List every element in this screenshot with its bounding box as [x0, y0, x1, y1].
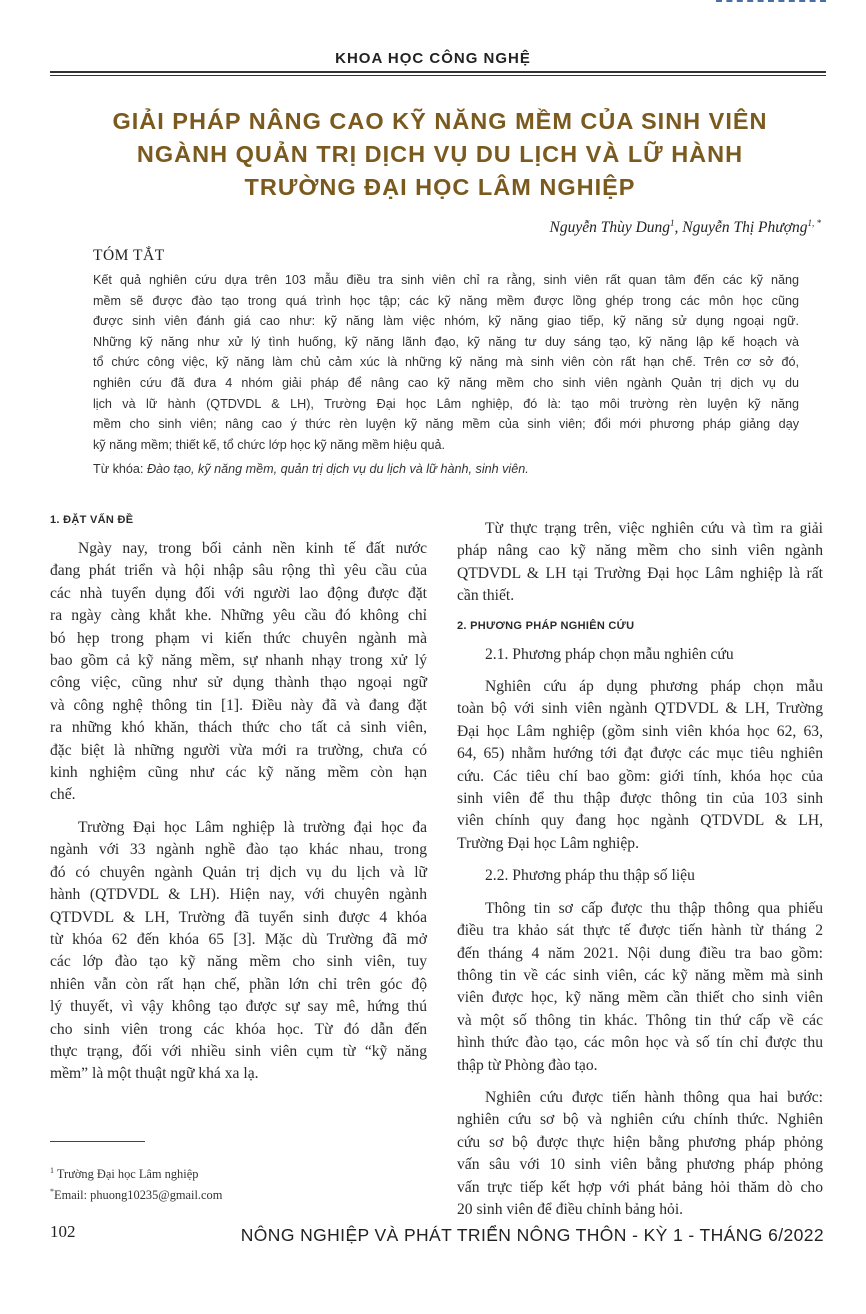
text-line: nhiên vẫn còn rất hạn chế, phần lớn chỉ trên góc độ [50, 975, 427, 993]
text-line: QTDVDL & LH, Trường đã tuyển sinh được 4 khóa [50, 908, 427, 926]
text-line: sinh viên để thu thập được thông tin của 103 sinh [457, 790, 823, 808]
text-line: ngành với 33 ngành nghề đào tạo khác nhau, trong [50, 841, 427, 859]
abstract-body [93, 270, 799, 455]
right-column [457, 518, 823, 1221]
title-line: NGÀNH QUẢN TRỊ DỊCH VỤ DU LỊCH VÀ LỮ HÀNH [136, 141, 744, 167]
author-affiliation: 1, * [807, 218, 821, 228]
header-rule-top [50, 71, 826, 73]
text-line: pháp nâng cao kỹ năng mềm cho sinh viên ngành [457, 542, 823, 560]
top-decorative-mark [716, 0, 826, 8]
authors [549, 218, 821, 237]
text-line: toàn bộ với sinh viên ngành QTDVDL & LH, Trường [457, 700, 823, 718]
text-line: cứu. Các tiêu chí bao gồm: giới tính, khóa học của [457, 767, 823, 785]
text-line: thực trạng, đối với nhiều sinh viên cụm từ “kỹ năng [50, 1042, 427, 1060]
text-line: viên chính quy đang học ngành QTDVDL & LH, [457, 812, 823, 830]
article-title [60, 105, 820, 204]
abstract-line: mềm sẽ được đào tạo trong quá trình học tập; các kỹ năng mềm được lồng ghép trong các môn học cũng [93, 293, 799, 308]
paragraph [50, 817, 427, 1086]
text-line: Nghiên cứu áp dụng phương pháp chọn mẫu [485, 678, 823, 696]
text-line: các nhà tuyển dụng đối với người lao động được đặt [50, 584, 427, 602]
text-line: Nghiên cứu được tiến hành thông qua hai bước: [485, 1088, 823, 1106]
text-line: Ngày nay, trong bối cảnh nền kinh tế đất nước [78, 540, 427, 557]
section-heading: 1. ĐẶT VẤN ĐỀ [50, 514, 134, 526]
paragraph [457, 1087, 823, 1221]
abstract-line: nghiên cứu đã đưa 4 nhóm giải pháp để nâng cao kỹ năng mềm cho sinh viên ngành Quản trị dịch vụ du [93, 375, 799, 390]
abstract-line: Kết quả nghiên cứu dựa trên 103 mẫu điều tra sinh viên chỉ ra rằng, sinh viên rất quan tâm đến các kỹ năng [93, 273, 799, 287]
text-line: mềm” là một thuật ngữ khá xa lạ. [50, 1065, 259, 1083]
text-line: cứu sơ bộ được thực hiện bằng phương pháp phỏng [457, 1133, 823, 1151]
text-line: Trường Đại học Lâm nghiệp. [457, 834, 640, 852]
footnote-divider [50, 1141, 145, 1142]
text-line: Từ thực trạng trên, việc nghiên cứu và tìm ra giải [485, 520, 823, 537]
text-line: và công nghệ thông tin [1]. Điều này đã và đang đặt [50, 696, 427, 714]
text-line: điều tra khảo sát thực tế được tiến hành từ tháng 2 [457, 922, 823, 940]
text-line: Trường Đại học Lâm nghiệp là trường đại học đa [78, 818, 427, 836]
page-number: 102 [50, 1222, 76, 1241]
text-line: đó có chuyên ngành Quản trị dịch vụ du lịch và lữ [50, 863, 427, 881]
paragraph [457, 676, 823, 855]
section-heading: 2. PHƯƠNG PHÁP NGHIÊN CỨU [457, 619, 635, 632]
author-name: Nguyễn Thị Phượng [682, 219, 808, 237]
title-line: TRƯỜNG ĐẠI HỌC LÂM NGHIỆP [244, 174, 636, 200]
text-line: bao gồm cả kỹ năng mềm, sự nhanh nhạy trong xử lý [50, 652, 427, 670]
title-line: GIẢI PHÁP NÂNG CAO KỸ NĂNG MỀM CỦA SINH VIÊN [112, 108, 768, 134]
author-affiliation: 1 [670, 218, 675, 228]
text-line: 64, 65) nhằm hướng tới đạt được các mục tiêu nghiên [457, 745, 823, 763]
text-line: từ khóa 62 đến khóa 65 [3]. Mặc dù Trường đã mở [50, 930, 427, 948]
abstract-line: lịch và lữ hành (QTDVDL & LH), Trường Đại học Lâm nghiệp, đó là: tạo môi trường rèn luyện kỹ năng [93, 396, 799, 411]
text-line: công việc, cũng như sử dụng thành thạo ngoại ngữ [50, 674, 427, 692]
footnote-affiliation [50, 1162, 222, 1183]
left-column [50, 512, 427, 1086]
text-line: ra ngày càng khắt khe. Những yêu cầu đó không chỉ [50, 607, 427, 625]
text-line: cần thiết. [457, 587, 515, 605]
text-line: vấn trực tiếp kết hợp với phát bảng hỏi thăm dò cho [457, 1178, 823, 1196]
subsection-heading: 2.2. Phương pháp thu thập số liệu [485, 867, 695, 885]
abstract-line: mềm cho sinh viên; nâng cao ý thức rèn luyện kỹ năng mềm của sinh viên; đổi mới phương pháp giảng dạy [93, 417, 799, 432]
text-line: viên được học, kỹ năng mềm cần thiết cho sinh viên [457, 989, 823, 1007]
text-line: 20 sinh viên để điều chỉnh bảng hỏi. [457, 1200, 684, 1218]
paragraph [457, 898, 823, 1077]
text-line: QTDVDL & LH tại Trường Đại học Lâm nghiệp là rất [457, 564, 823, 582]
footnotes [50, 1162, 222, 1204]
subsection-heading: 2.1. Phương pháp chọn mẫu nghiên cứu [485, 645, 734, 663]
text-line: các lớp đào tạo kỹ năng mềm cho sinh viên, tuy [50, 953, 427, 971]
text-line: hành (QTDVDL & LH). Hiện nay, với chuyên ngành [50, 886, 427, 904]
paragraph [50, 538, 427, 807]
author-separator: , [674, 219, 683, 237]
section-header: KHOA HỌC CÔNG NGHỆ [335, 50, 531, 67]
keywords-label: Từ khóa: [93, 462, 147, 476]
text-line: đặc biệt là những người vừa mới ra trường, chưa có [50, 741, 427, 759]
text-line: cho sinh viên trong các khóa học. Từ đó dẫn đến [50, 1020, 427, 1038]
journal-name: NÔNG NGHIỆP VÀ PHÁT TRIỂN NÔNG THÔN - KỲ 1 - THÁNG 6/2022 [240, 1225, 824, 1245]
text-line: chế. [50, 786, 76, 804]
text-line: đến tháng 4 năm 2021. Nội dung điều tra bao gồm: [457, 944, 823, 962]
abstract-line: Những kỹ năng như xử lý tình huống, kỹ năng lãnh đạo, kỹ năng tư duy sáng tạo, kỹ năng lập kế hoạch và [93, 334, 799, 349]
footnote-text: Email: phuong10235@gmail.com [54, 1188, 223, 1203]
paragraph [457, 518, 823, 608]
text-line: ra những khó khăn, thách thức cho tất cả sinh viên, [50, 719, 427, 737]
footnote-text: Trường Đại học Lâm nghiệp [54, 1167, 199, 1182]
keywords [93, 462, 799, 476]
text-line: nghiên cứu sơ bộ và nghiên cứu chính thức. Nghiên [457, 1111, 823, 1129]
text-line: thập từ Phòng đào tạo. [457, 1056, 598, 1074]
text-line: kinh nghiệm cũng như các kỹ năng mềm còn hạn [50, 764, 427, 782]
footnote-marker: 1 [50, 1166, 54, 1175]
text-line: và một số thông tin khác. Thông tin thứ cấp về các [457, 1011, 823, 1029]
footnote-marker: * [50, 1187, 54, 1197]
abstract-line: kỹ năng mềm; thiết kế, tổ chức lớp học kỹ năng mềm hiệu quả. [93, 437, 445, 452]
text-line: đang phát triển và hội nhập sâu rộng thì yêu cầu của [50, 562, 427, 580]
header-rule-bottom [50, 75, 826, 76]
text-line: thông tin về các sinh viên, các kỹ năng mềm mà sinh [457, 966, 823, 984]
text-line: Thông tin sơ cấp được thu thập thông qua phiếu [485, 899, 823, 917]
text-line: Đại học Lâm nghiệp (gồm sinh viên khóa học 62, 63, [457, 722, 823, 740]
keywords-value: Đào tạo, kỹ năng mềm, quản trị dịch vụ du lịch và lữ hành, sinh viên. [146, 462, 529, 476]
author-name: Nguyễn Thùy Dung [549, 219, 671, 237]
abstract-line: tổ chức công việc, kỹ năng làm chủ cảm xúc là những kỹ năng mà sinh viên còn rất hạn chế. Trên cơ sở đó, [93, 355, 799, 370]
abstract-heading: TÓM TẮT [93, 247, 165, 264]
text-line: hình thức đào tạo, các môn học và số tín chỉ được thu [457, 1034, 823, 1052]
text-line: vấn sâu với 10 sinh viên bằng phương pháp phỏng [457, 1156, 823, 1174]
footnote-email [50, 1183, 222, 1204]
text-line: lý thuyết, vì vậy không tạo được sự say mê, hứng thú [50, 998, 427, 1016]
abstract-line: được sinh viên đánh giá cao như: kỹ năng làm việc nhóm, kỹ năng giao tiếp, kỹ năng sử dụng ngoại ngữ. [93, 314, 799, 329]
text-line: bó hẹp trong phạm vi kiến thức chuyên ngành mà [50, 629, 427, 647]
